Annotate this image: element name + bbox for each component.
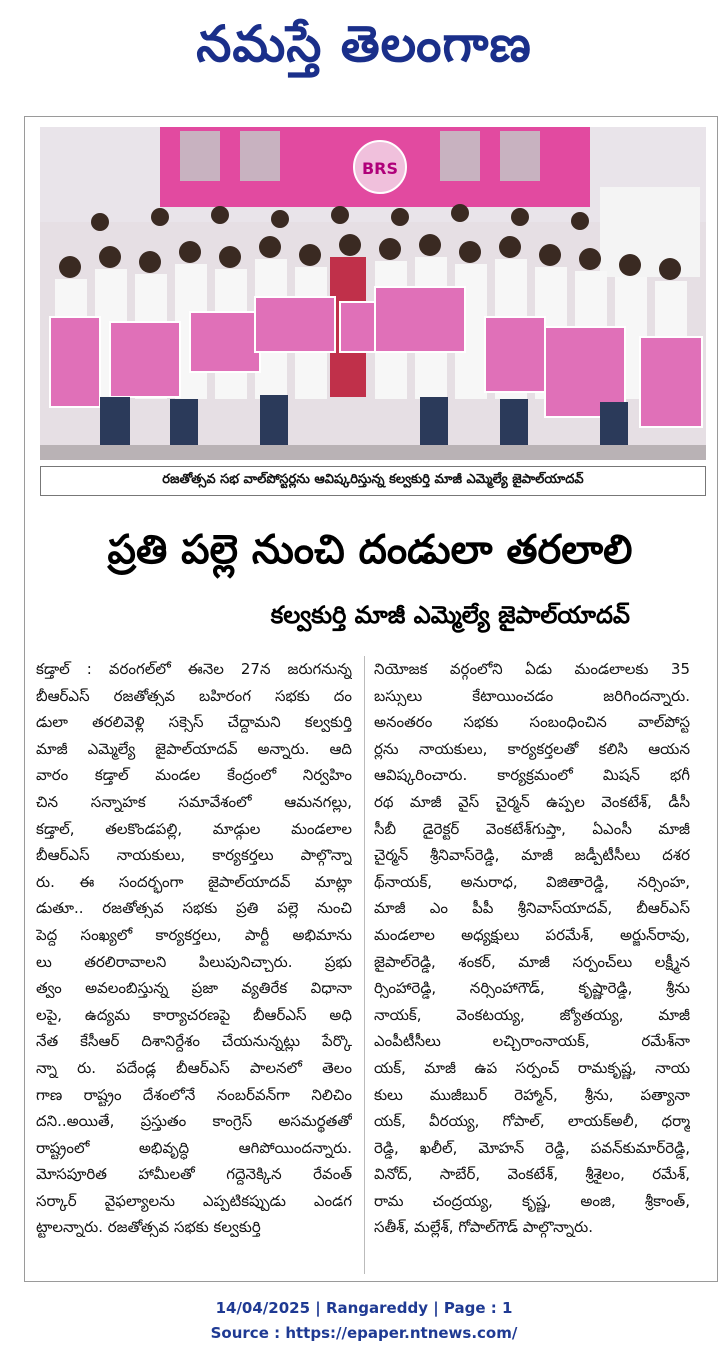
article-text-line: డులా తరలివెళ్లి సక్సెస్ చేద్దామని కల్వకుర్తి	[36, 713, 352, 732]
svg-text:BRS: BRS	[361, 159, 399, 178]
article-text-line: వినోద్, సాబేర్, వెంకటేశ్, శ్రీశైలం, రమేశ్,	[374, 1165, 690, 1184]
article-text-line: ఎంపీటీసీలు లచ్చిరాంనాయక్, రమేశ్‌నా	[374, 1032, 690, 1051]
article-text-line: గాణ రాష్ట్రం దేశంలోనే నంబర్‌వన్‌గా నిలిచిం	[36, 1085, 352, 1104]
article-text-line: మాజీ ఎం పీపీ శ్రీనివాస్‌యాదవ్, బీఆర్‌ఎస్	[374, 899, 690, 918]
article-text-line: యక్, వీరయ్య, గోపాల్, లాయక్‌అలీ, ధర్మా	[374, 1112, 690, 1131]
article-text-line: డుతూ.. రజతోత్సవ సభకు ప్రతి పల్లె నుంచి	[36, 899, 352, 918]
article-text-line: కడ్తాల్, తలకొండపల్లి, మాడ్గుల మండలాల	[36, 819, 352, 838]
news-photo	[40, 127, 706, 460]
article-text-line: జైపాల్‌రెడ్డి, శంకర్, మాజీ సర్పంచ్‌లు లక్ష్మీన	[374, 952, 690, 971]
edition-info: 14/04/2025 | Rangareddy | Page : 1	[215, 1299, 513, 1317]
article-column-left	[36, 656, 352, 1276]
article-text-line: అనంతరం సభకు సంబంధించిన వాల్‌పోస్ట	[374, 713, 690, 732]
article-text-line: యక్, మాజీ ఉప సర్పంచ్ రామకృష్ణ, నాయ	[374, 1058, 690, 1077]
article-text-line: సతీశ్, మల్లేశ్, గోపాల్‌గౌడ్ పాల్గొన్నారు.	[374, 1218, 594, 1237]
article-text-line: సర్కార్ వైఫల్యాలను ఎప్పటికప్పుడు ఎండగ	[36, 1191, 352, 1210]
article-text-line: మండలాల అధ్యక్షులు పరమేశ్, అర్జున్‌రావు,	[374, 925, 690, 944]
article-column-right	[374, 656, 690, 1276]
article-text-line: మాజీ ఎమ్మెల్యే జైపాల్‌యాదవ్ అన్నారు. ఆది	[36, 739, 352, 758]
article-text-line: త్వం అవలంబిస్తున్న ప్రజా వ్యతిరేక విధానా	[36, 979, 352, 998]
article-text-line: నేత కేసీఆర్ దిశానిర్దేశం చేయనున్నట్లు పేర్కొ	[36, 1032, 352, 1051]
source-link[interactable]: Source : https://epaper.ntnews.com/	[210, 1324, 518, 1342]
article-text-line: చైర్మన్ శ్రీనివాస్‌రెడ్డి, మాజీ జడ్పీటీసీలు దశర	[374, 846, 690, 865]
article-text-line: నియోజక వర్గంలోని ఏడు మండలాలకు 35	[374, 660, 690, 678]
article-text-line: ర్సింహారెడ్డి, నర్సింహాగౌడ్, కృష్ణారెడ్డి, శ్రీను	[374, 979, 690, 998]
article-text-line: రెడ్డి, ఖలీల్, మోహన్ రెడ్డి, పవన్‌కుమార్‌రెడ్డి,	[374, 1138, 690, 1157]
article-text-line: రాష్ట్రంలో అభివృద్ధి ఆగిపోయిందన్నారు.	[36, 1138, 352, 1157]
article-text-line: కులు ముజీబుర్ రెహ్మాన్, శ్రీను, పత్యానా	[374, 1085, 690, 1104]
column-divider	[364, 656, 365, 1274]
article-text-line: రథ మాజీ వైస్ చైర్మన్ ఉప్పల వెంకటేశ్, డీసీ	[374, 792, 690, 811]
article-text-line: థ్‌నాయక్, అనురాధ, విజితారెడ్డి, నర్సింహ,	[374, 872, 690, 891]
article-text-line: లపై, ఉద్యమ కార్యాచరణపై బీఆర్‌ఎస్ అధి	[36, 1005, 352, 1024]
article-text-line: రు. ఈ సందర్భంగా జైపాల్‌యాదవ్ మాట్లా	[36, 872, 352, 891]
article-text-line: బీఆర్‌ఎస్ నాయకులు, కార్యకర్తలు పాల్గొన్నా	[36, 846, 352, 865]
article-text-line: ట్టాలన్నారు. రజతోత్సవ సభకు కల్వకుర్తి	[36, 1218, 261, 1237]
article-text-line: ర్లను నాయకులు, కార్యకర్తలతో కలిసి ఆయన	[374, 739, 690, 758]
article-text-line: కడ్తాల్ : వరంగల్‌లో ఈనెల 27న జరుగనున్న	[36, 660, 352, 678]
article-text-line: నాయక్, వెంకటయ్య, జ్యోతయ్య, మాజీ	[374, 1005, 690, 1024]
page-footer	[0, 1296, 728, 1352]
article-text-line: సీబీ డైరెక్టర్ వెంకటేశ్‌గుప్తా, ఏఎంసీ మాజీ	[374, 819, 690, 838]
article-headline: ప్రతి పల్లె నుంచి దండులా తరలాలి	[107, 527, 633, 573]
article-text-line: లు తరలిరావాలని పిలుపునిచ్చారు. ప్రభు	[36, 952, 352, 971]
article-text-line: వారం కడ్తాల్ మండల కేంద్రంలో నిర్వహిం	[36, 766, 352, 785]
article-text-line: బస్సులు కేటాయించడం జరిగిందన్నారు.	[374, 686, 690, 705]
article-text-line: రామ చంద్రయ్య, కృష్ణ, అంజి, శ్రీకాంత్,	[374, 1191, 690, 1210]
article-text-line: చిన సన్నాహక సమావేశంలో ఆమనగల్లు,	[36, 792, 352, 811]
newspaper-title: నమస్తే తెలంగాణ	[196, 14, 532, 73]
article-text-line: దని..అయితే, ప్రస్తుతం కాంగ్రెస్ అసమర్థతతో	[36, 1112, 352, 1131]
photo-caption: రజతోత్సవ సభ వాల్‌పోస్టర్లను ఆవిష్కరిస్తున్న కల్వకుర్తి మాజీ ఎమ్మెల్యే జైపాల్‌యాదవ్	[40, 466, 706, 496]
article-text-line: న్నా రు. పదేండ్ల బీఆర్‌ఎస్ పాలనలో తెలం	[36, 1058, 352, 1077]
article-text-line: మోసపూరిత హామీలతో గద్దెనెక్కిన రేవంత్	[36, 1165, 352, 1184]
article-subheadline: కల్వకుర్తి మాజీ ఎమ్మెల్యే జైపాల్‌యాదవ్	[270, 601, 630, 629]
article-text-line: బీఆర్‌ఎస్ రజతోత్సవ బహిరంగ సభకు దం	[36, 686, 352, 705]
article-text-line: పెద్ద సంఖ్యలో కార్యకర్తలు, పార్టీ అభిమాను	[36, 925, 352, 944]
article-text-line: ఆవిష్కరించారు. కార్యక్రమంలో మిషన్ భగీ	[374, 766, 690, 785]
masthead	[0, 0, 728, 100]
